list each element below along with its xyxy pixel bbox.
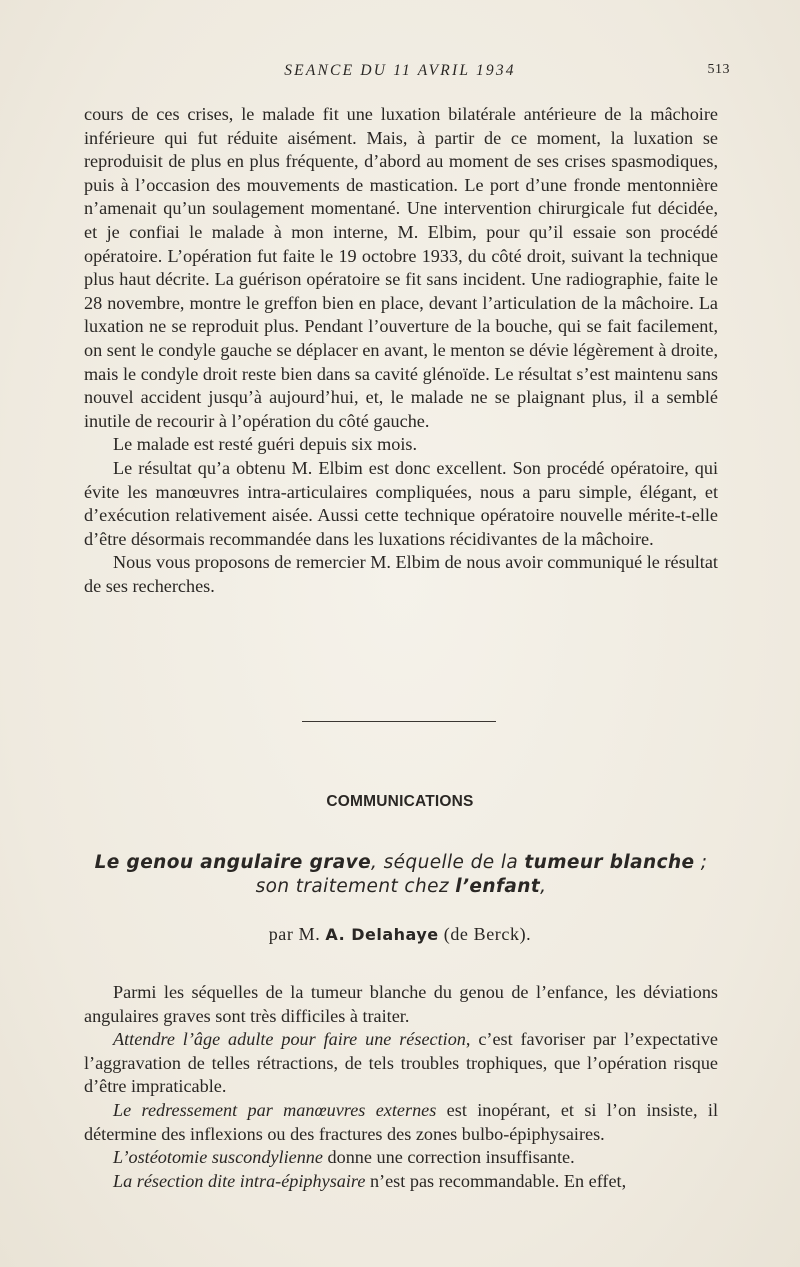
italic-phrase: La résection dite intra-épiphysaire: [113, 1170, 366, 1191]
italic-phrase: Le redressement par manœuvres externes: [113, 1099, 437, 1120]
paragraph: Le malade est resté guéri depuis six mois.: [113, 434, 418, 455]
article-body: [84, 981, 718, 1193]
byline: [0, 924, 800, 945]
running-head: [0, 62, 800, 82]
continuation-text: [84, 103, 718, 598]
paragraph-text: , c’est favoriser par l’expectative l’aggravation de telles rétractions, de tels troubles trophiques, que l’opération risque d’être impraticable.: [84, 1029, 718, 1097]
italic-phrase: L’ostéotomie suscondylienne: [113, 1147, 323, 1168]
paragraph: [84, 1028, 718, 1099]
title-segment: Le genou angulaire grave: [94, 852, 372, 873]
article-title-line-1: [84, 851, 718, 875]
article-title-line-2: [84, 875, 718, 899]
title-segment: ;: [694, 852, 708, 873]
title-segment: l’enfant: [455, 876, 541, 897]
paragraph: [84, 1099, 718, 1146]
paragraph: Nous vous proposons de remercier M. Elbim de nous avoir communiqué le résultat de ses recherches.: [84, 552, 718, 596]
title-segment: tumeur blanche: [524, 852, 695, 873]
paragraph: cours de ces crises, le malade fit une luxation bilatérale antérieure de la mâchoire inférieure qui fut réduite aisément. Mais, à partir de ce moment, la luxation se reproduisit de plus en plus fréquente, d’abord au moment de ses crises spasmodiques, puis à l’occasion des mouvements de mastication. Le port d’une fronde mentonnière n’amenait qu’un soulagement momentané. Une intervention chirurgicale fut décidée, et je confiai le malade à mon interne, M. Elbim, pour qu’il essaie son procédé opératoire. L’opération fut faite le 19 octobre 1933, du côté droit, suivant la technique plus haut décrite. La guérison opératoire se fit sans incident. Une radiographie, faite le 28 novembre, montre le greffon bien en place, devant l’articulation de la mâchoire. La luxation ne se reproduit plus. Pendant l’ouverture de la bouche, qui se fait facilement, on sent le condyle gauche se déplacer en avant, le menton se dévie légèrement à droite, mais le condyle droit reste bien dans sa cavité glénoïde. Le résultat s’est maintenu sans nouvel accident jusqu’à aujourd’hui, et, le malade ne se plaignant plus, il a semblé inutile de recourir à l’opération du côté gauche.: [84, 104, 718, 431]
section-divider: [302, 721, 496, 722]
title-segment: ,: [540, 876, 547, 897]
running-head-title: SEANCE DU 11 AVRIL 1934: [284, 62, 516, 79]
byline-author: A. Delahaye: [325, 925, 439, 944]
paragraph-text: est inopérant, et si l’on insiste, il détermine des inflexions ou des fractures des zones bulbo-épiphysaires.: [84, 1099, 718, 1144]
paragraph-text: n’est pas recommandable. En effet,: [365, 1170, 627, 1191]
title-segment: son traitement chez: [255, 876, 456, 897]
paragraph-text: donne une correction insuffisante.: [322, 1147, 575, 1168]
byline-prefix: par M.: [268, 924, 326, 944]
title-segment: , séquelle de la: [371, 852, 525, 873]
byline-suffix: (de Berck).: [438, 924, 532, 944]
paragraph: [84, 1170, 718, 1194]
page-number: 513: [707, 62, 730, 77]
paragraph: [84, 1146, 718, 1170]
section-heading: COMMUNICATIONS: [326, 793, 474, 810]
italic-phrase: Attendre l’âge adulte pour faire une résection: [113, 1029, 466, 1050]
paragraph: Parmi les séquelles de la tumeur blanche du genou de l’enfance, les déviations angulaires graves sont très difficiles à traiter.: [84, 982, 718, 1026]
paragraph: Le résultat qu’a obtenu M. Elbim est donc excellent. Son procédé opératoire, qui évite les manœuvres intra-articulaires compliquées, nous a paru simple, élégant, et d’exécution relativement aisée. Aussi cette technique opératoire nouvelle mérite-t-elle d’être désormais recommandée dans les luxations récidivantes de la mâchoire.: [84, 457, 718, 549]
article-title: [84, 851, 718, 899]
